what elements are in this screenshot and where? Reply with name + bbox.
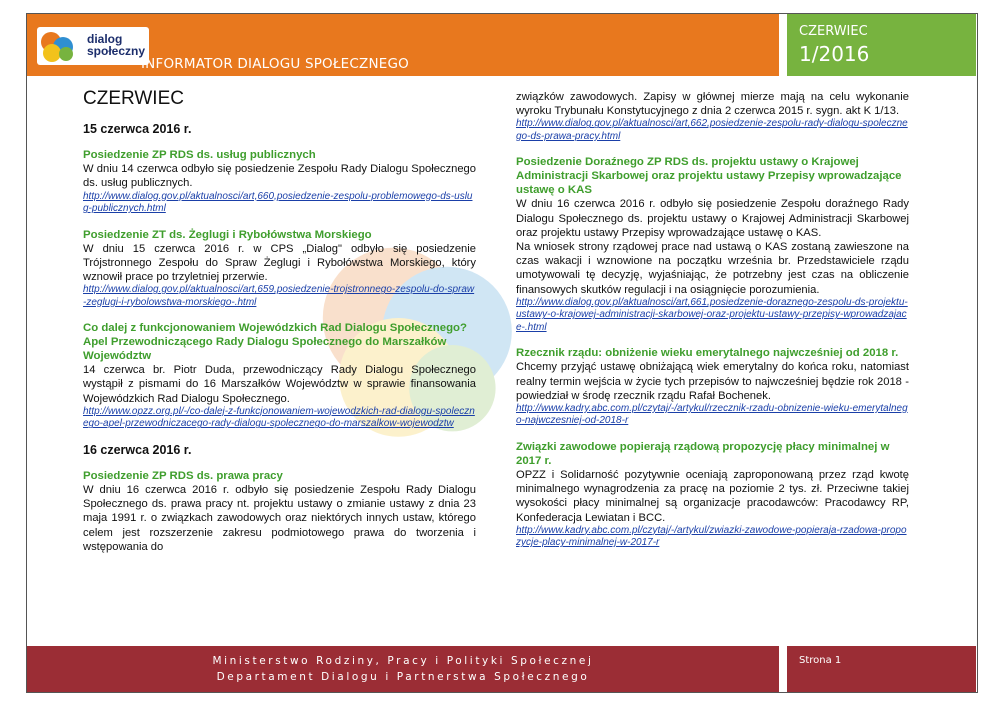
article-link[interactable]: http://www.opzz.org.pl/-/co-dalej-z-funkcjonowaniem-wojewodzkich-rad-dialogu-spolecznego-apel-przewodniczacego-rady-dialogu-spolecznego-do-marszalkow-wojewodztw: [83, 405, 475, 430]
issue-box: [787, 14, 976, 76]
article-link[interactable]: http://www.dialog.gov.pl/aktualnosci/art,659,posiedzenie-trojstronnego-zespolu-do-spraw-zeglugi-i-rybolowstwa-morskiego-.html: [83, 284, 475, 308]
right-column: [516, 90, 909, 562]
logo: [37, 27, 149, 65]
article: [83, 148, 476, 215]
article: [83, 321, 476, 431]
article-body: 14 czerwca br. Piotr Duda, przewodniczący Rady Dialogu Społecznego wystąpił z pismami do 16 Marszałków Województw w sprawie finansowania Wojewódzkich Rad Dialogu Społecznego.: [83, 364, 476, 405]
article-body: W dniu 14 czerwca odbyło się posiedzenie Zespołu Rady Dialogu Społecznego ds. usług publicznych.: [83, 163, 476, 190]
article-link[interactable]: http://www.dialog.gov.pl/aktualnosci/art,662,posiedzenie-zespolu-rady-dialogu-spolecznego-ds-prawa-pracy.html: [516, 118, 908, 142]
article-link[interactable]: http://www.kadry.abc.com.pl/czytaj/-/artykul/zwiazki-zawodowe-popieraja-rzadowa-propozycje-placy-minimalnej-w-2017-r: [516, 524, 907, 549]
logo-text: [87, 33, 145, 57]
article-link[interactable]: http://www.dialog.gov.pl/aktualnosci/art,661,posiedzenie-doraznego-zespolu-ds-projektu-ustawy-o-krajowej-administracji-skarbowej-oraz-projektu-ustawy-przepisy-wprowadzajace-.html: [516, 296, 908, 333]
page-title: CZERWIEC: [83, 88, 184, 109]
date-heading: 16 czerwca 2016 r.: [83, 442, 192, 457]
article: [516, 155, 909, 334]
article-body: W dniu 16 czerwca 2016 r. odbyło się posiedzenie Zespołu doraźnego Rady Dialogu Społecznego ds. projektu ustawy o Krajowej Administracji Skarbowej oraz projektu ustawy Przepisy wprowadzające ustawę o KAS.: [516, 198, 909, 239]
article-body: W dniu 15 czerwca 2016 r. w CPS „Dialog" odbyło się posiedzenie Trójstronnego Zespołu do Spraw Żeglugi i Rybołówstwa Morskiego, który wznowił prace po trzyletniej przerwie.: [83, 242, 476, 284]
article-title: Co dalej z funkcjonowaniem Wojewódzkich Rad Dialogu Społecznego? Apel Przewodniczącego Rady Dialogu Społecznego do Marszałków Województw: [83, 322, 467, 363]
issue-number: 1/2016: [799, 42, 870, 66]
article: [516, 440, 909, 550]
left-column: [83, 84, 476, 566]
article-body: Na wniosek strony rządowej prace nad ustawą o KAS zostaną zawieszone na czas wakacji i wznowione na początku września br. Przedstawiciele rządu umotywowali tę decyzję, wyjaśniając, że potrzebny jest czas na obliczenie finansowych skutków regulacji i na osiągnięcie porozumienia.: [516, 241, 909, 296]
logo-green-dot-icon: [59, 47, 73, 61]
page-number: Strona 1: [799, 655, 842, 666]
article-title: Rzecznik rządu: obniżenie wieku emerytalnego najwcześniej od 2018 r.: [516, 347, 899, 360]
article-title: Posiedzenie ZT ds. Żeglugi i Rybołówstwa Morskiego: [83, 228, 372, 241]
issue-month: CZERWIEC: [799, 24, 868, 39]
article-body: Chcemy przyjąć ustawę obniżającą wiek emerytalny do końca roku, natomiast realny termin wejścia w życie tych przepisów to najwcześniej będzie rok 2018 - powiedział w środę rzecznik rządu Rafał Bochenek.: [516, 361, 909, 402]
article-title: Związki zawodowe popierają rządową propozycję płacy minimalnej w 2017 r.: [516, 440, 890, 467]
article-link[interactable]: http://www.kadry.abc.com.pl/czytaj/-/artykul/rzecznik-rzadu-obnizenie-wieku-emerytalnego-najwczesniej-od-2018-r: [516, 402, 908, 427]
article: [516, 346, 909, 428]
footer: [27, 646, 976, 692]
article: [516, 90, 909, 143]
article-title: Posiedzenie Doraźnego ZP RDS ds. projektu ustawy o Krajowej Administracji Skarbowej oraz projektu ustawy Przepisy wprowadzające ustawę o KAS: [516, 156, 902, 197]
date-heading: 15 czerwca 2016 r.: [83, 122, 192, 136]
article-body-continued: związków zawodowych. Zapisy w głównej mierze mają na celu wykonanie wyroku Trybunału Konstytucyjnego z dnia 2 czerwca 2015 r. sygn. akt K 1/13.: [516, 91, 909, 118]
header-title-bar: [27, 14, 779, 76]
article-body: W dniu 16 czerwca 2016 r. odbyło się posiedzenie Zespołu Rady Dialogu Społecznego ds. prawa pracy nt. projektu ustawy o zmianie ustawy z dnia 23 maja 1991 r. o związkach zawodowych oraz niektórych innych ustaw, którego celem jest rozszerzenie zakresu podmiotowego prawa do tworzenia i wstępowania do: [83, 484, 476, 553]
article-link[interactable]: http://www.dialog.gov.pl/aktualnosci/art,660,posiedzenie-zespolu-problemowego-ds-uslug-publicznych.html: [83, 190, 473, 215]
article-title: Posiedzenie ZP RDS ds. usług publicznych: [83, 149, 316, 162]
article: [83, 469, 476, 554]
footer-page-box: [787, 646, 976, 692]
article: [83, 228, 476, 310]
header: [27, 14, 976, 82]
article-title: Posiedzenie ZP RDS ds. prawa pracy: [83, 470, 283, 483]
footer-ministry: Ministerstwo Rodziny, Pracy i Polityki Społecznej: [212, 655, 594, 667]
footer-ministry-bar: [27, 646, 779, 692]
footer-department: Departament Dialogu i Partnerstwa Społecznego: [216, 671, 590, 683]
logo-line2: społeczny: [87, 44, 146, 58]
logo-line1: dialog: [87, 32, 123, 46]
article-body: OPZZ i Solidarność pozytywnie oceniają zaproponowaną przez rząd kwotę minimalnego wynagrodzenia za pracę na poziomie 2 tys. zł. Przeciwne takiej wysokości płacy minimalnej są organizacje pracodawców: Pracodawcy RP, Konfederacja Lewiatan i BCC.: [516, 468, 909, 524]
header-title: INFORMATOR DIALOGU SPOŁECZNEGO: [141, 56, 409, 72]
